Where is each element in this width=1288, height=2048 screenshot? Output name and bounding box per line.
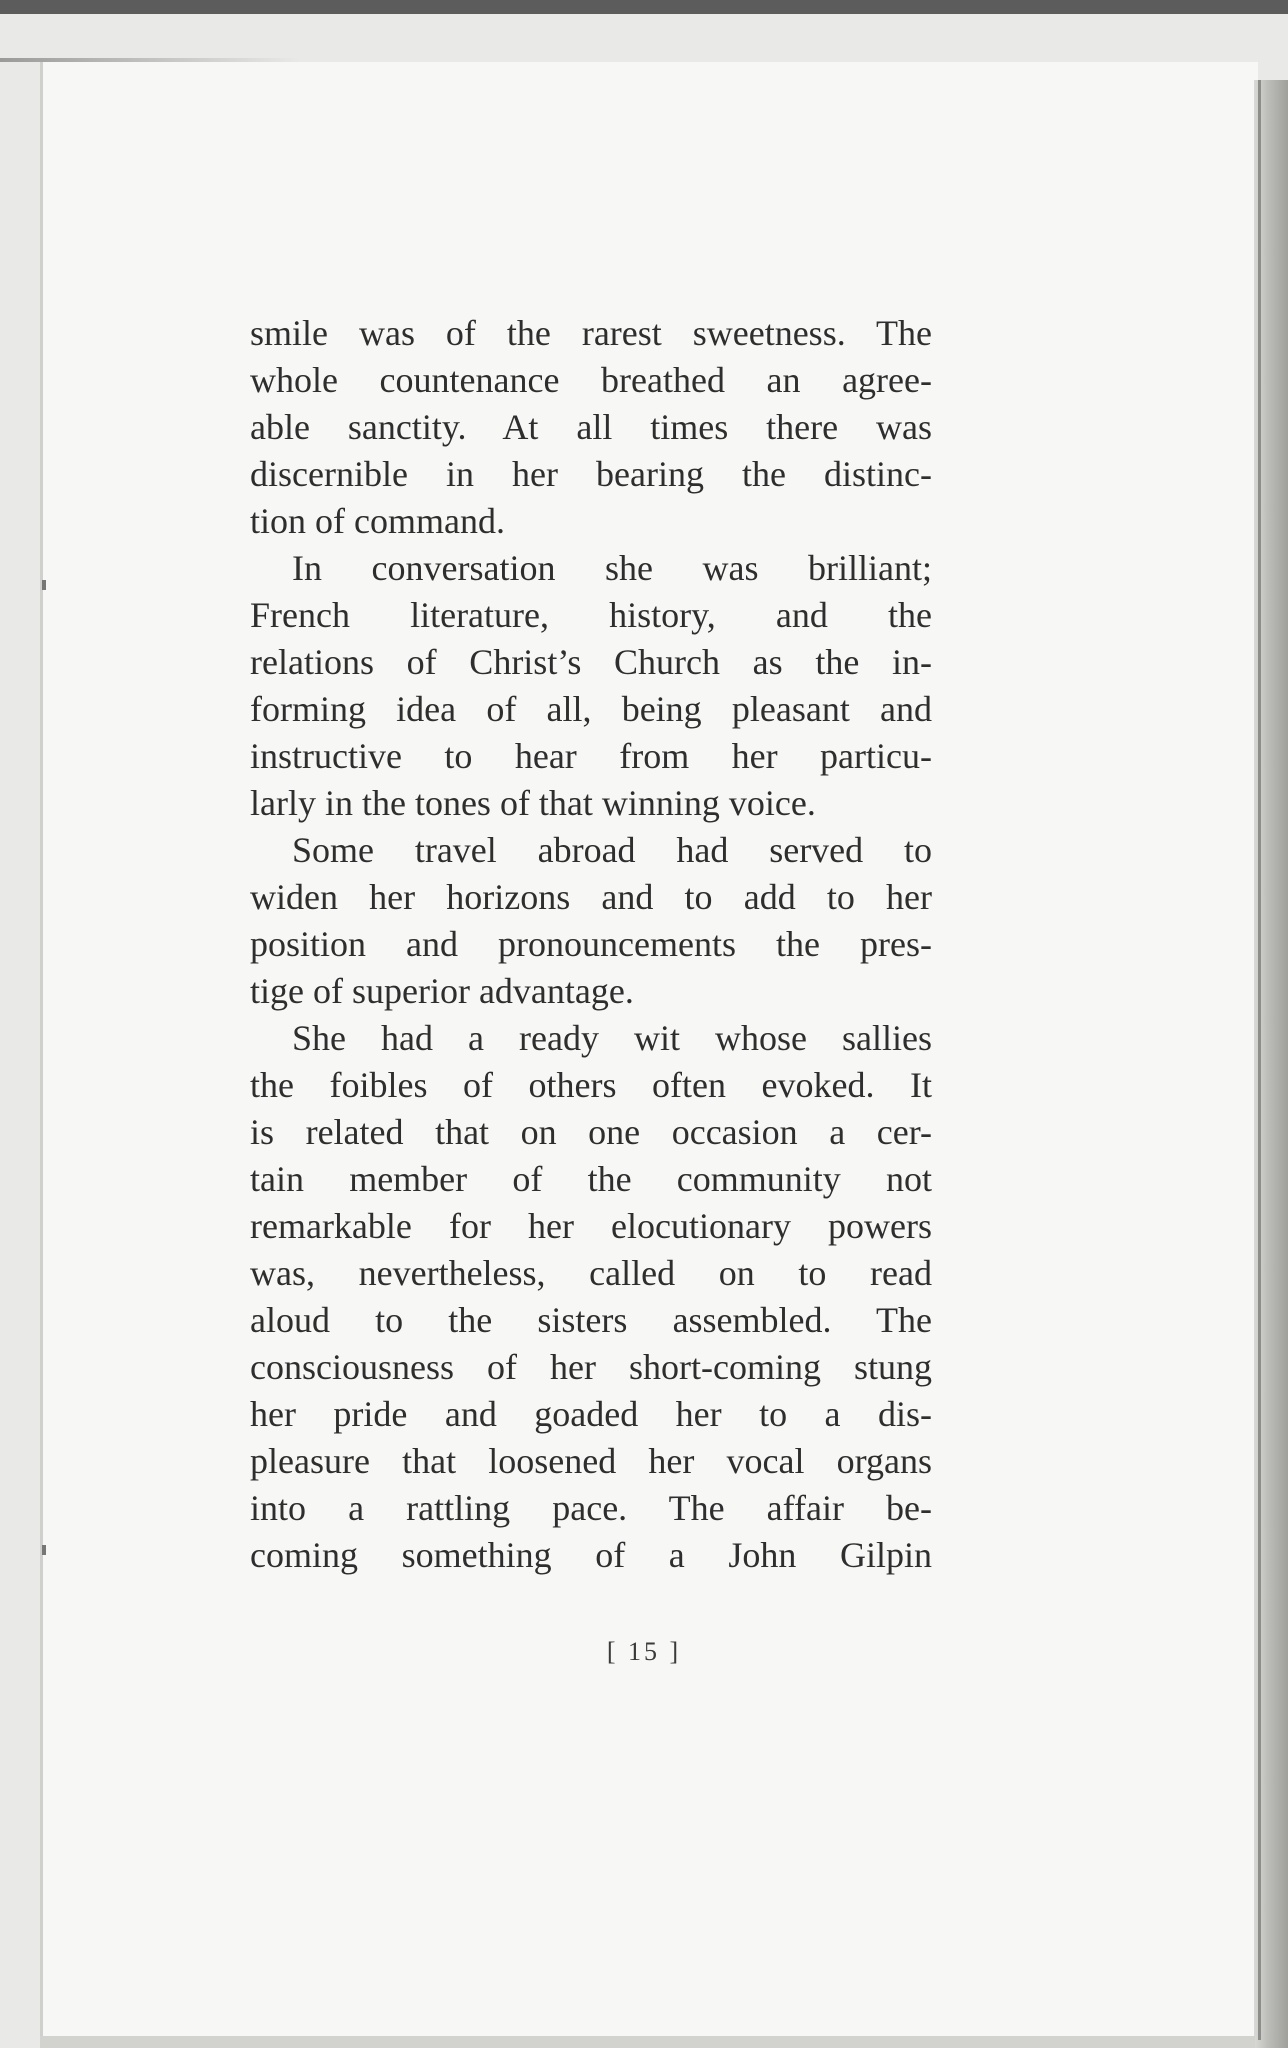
text-line: tion of command. [250, 501, 505, 541]
page-body-text [250, 310, 932, 1579]
text-line: larly in the tones of that winning voice. [250, 783, 816, 823]
text-line: In conversation she was brilliant; [292, 548, 932, 588]
text-line: coming something of a John Gilpin [250, 1535, 932, 1575]
text-line: widen her horizons and to add to her [250, 877, 932, 917]
text-line: relations of Christ’s Church as the in- [250, 642, 932, 682]
text-line: into a rattling pace. The affair be- [250, 1488, 932, 1528]
text-line: pleasure that loosened her vocal organs [250, 1441, 932, 1481]
text-line: instructive to hear from her particu- [250, 736, 932, 776]
scan-speck [42, 1545, 46, 1555]
text-line: is related that on one occasion a cer- [250, 1112, 932, 1152]
text-line: aloud to the sisters assembled. The [250, 1300, 932, 1340]
text-line: the foibles of others often evoked. It [250, 1065, 932, 1105]
text-line: was, nevertheless, called on to read [250, 1253, 932, 1293]
page-edge-bottom [40, 2036, 1255, 2048]
text-line: tain member of the community not [250, 1159, 932, 1199]
text-line: tige of superior advantage. [250, 971, 634, 1011]
text-line: forming idea of all, being pleasant and [250, 689, 932, 729]
text-line: consciousness of her short-coming stung [250, 1347, 932, 1387]
text-line: whole countenance breathed an agree- [250, 360, 932, 400]
text-line: smile was of the rarest sweetness. The [250, 313, 932, 353]
text-line: discernible in her bearing the distinc- [250, 454, 932, 494]
text-line: She had a ready wit whose sallies [292, 1018, 932, 1058]
text-line: position and pronouncements the pres- [250, 924, 932, 964]
page-edge-line [1258, 80, 1261, 2040]
text-line: her pride and goaded her to a dis- [250, 1394, 932, 1434]
text-line: remarkable for her elocutionary powers [250, 1206, 932, 1246]
page-number: [ 15 ] [606, 1637, 682, 1666]
text-line: Some travel abroad had served to [292, 830, 932, 870]
scan-top-strip [0, 0, 1288, 14]
scan-speck [42, 580, 46, 590]
text-line: able sanctity. At all times there was [250, 407, 932, 447]
text-line: French literature, history, and the [250, 595, 932, 635]
